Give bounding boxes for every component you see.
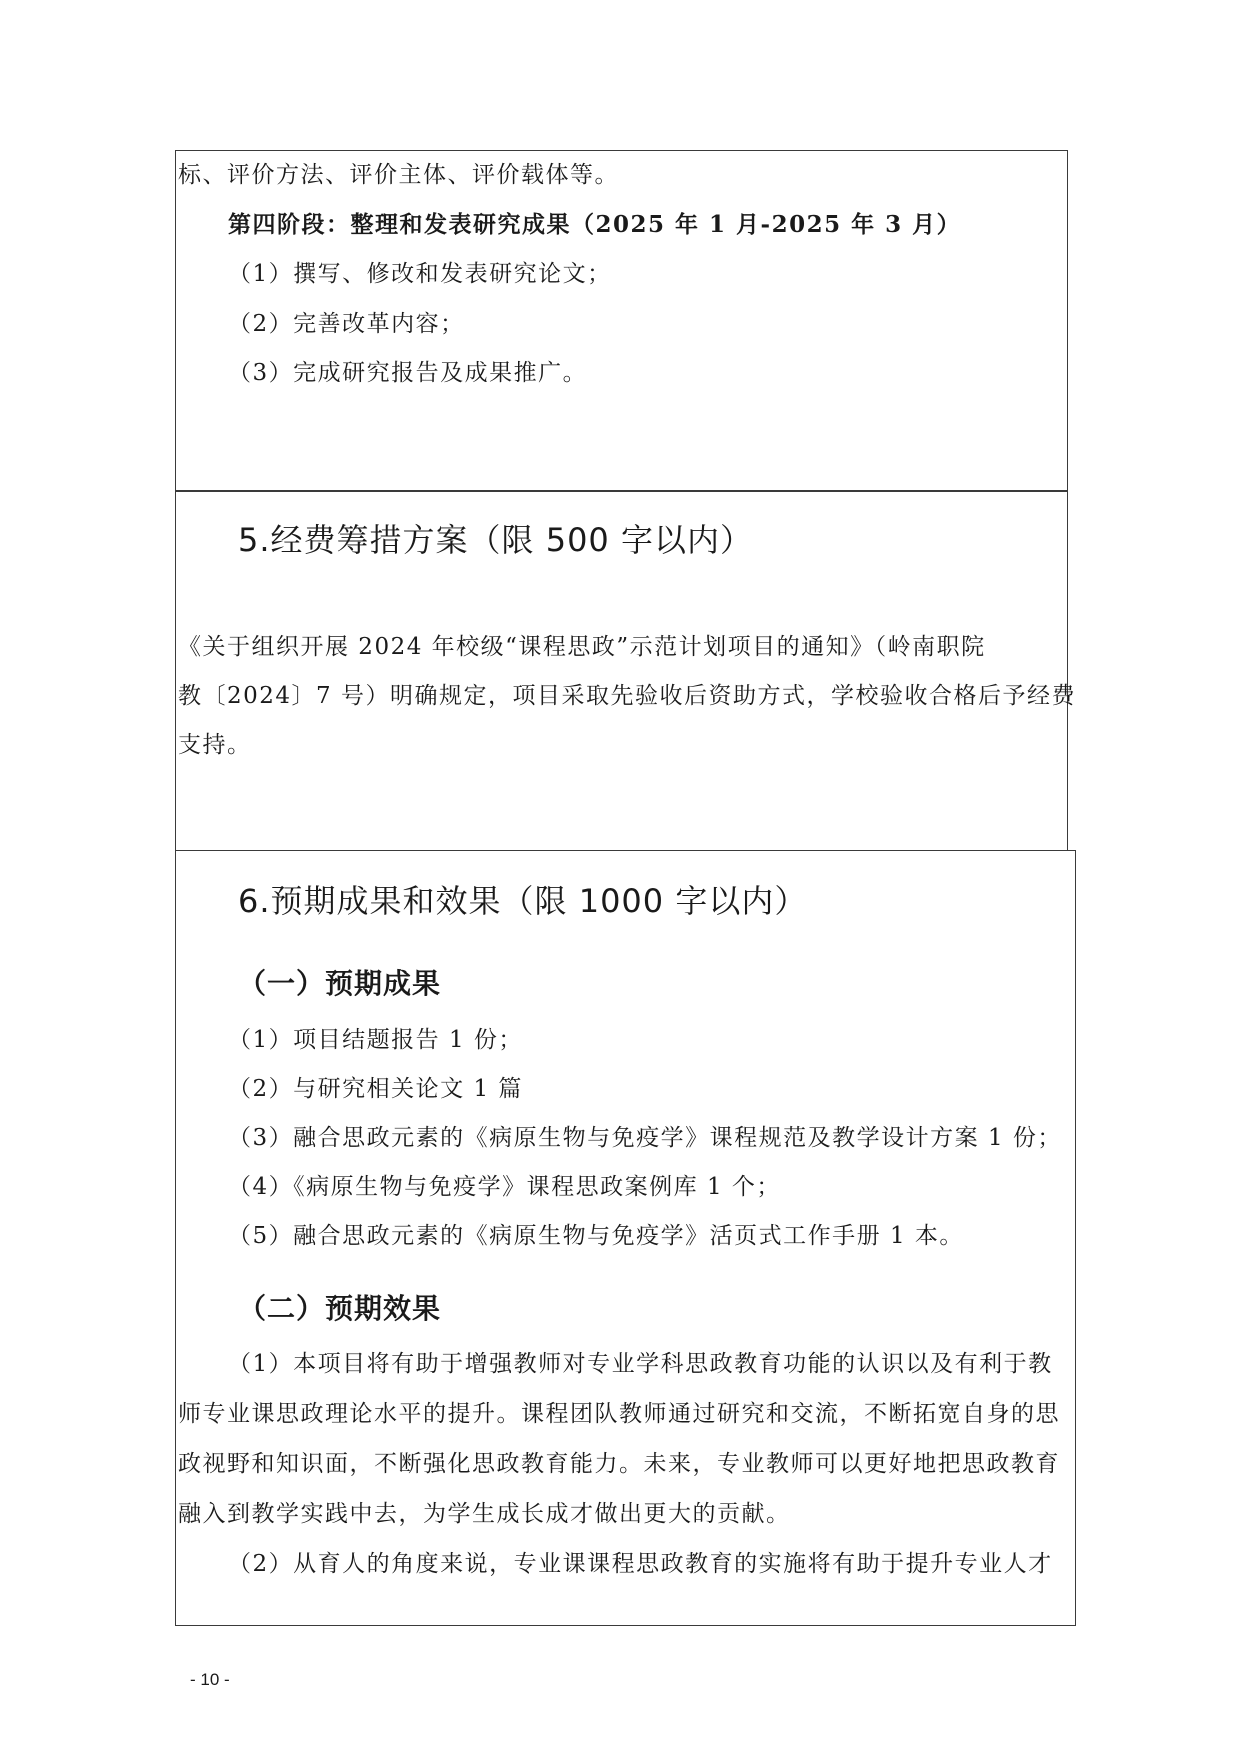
result-item: （3）融合思政元素的《病原生物与免疫学》课程规范及教学设计方案 1 份； — [228, 1125, 1062, 1151]
result-item: （5）融合思政元素的《病原生物与免疫学》活页式工作手册 1 本。 — [228, 1223, 964, 1249]
effect-paragraph-line: （2）从育人的角度来说，专业课课程思政教育的实施将有助于提升专业人才 — [228, 1551, 1053, 1577]
expected-results-subheading: （一）预期成果 — [238, 967, 442, 1000]
section5-paragraph-line: 教〔2024〕7 号）明确规定，项目采取先验收后资助方式，学校验收合格后予经费 — [178, 683, 1076, 709]
section6-heading: 6.预期成果和效果（限 1000 字以内） — [238, 882, 808, 920]
result-item: （4）《病原生物与免疫学》课程思政案例库 1 个； — [228, 1174, 781, 1200]
section5-paragraph-line: 支持。 — [178, 732, 252, 758]
stage4-item: （2）完善改革内容； — [228, 311, 465, 337]
effect-paragraph-line: 师专业课思政理论水平的提升。课程团队教师通过研究和交流，不断拓宽自身的思 — [178, 1401, 1060, 1427]
result-item: （2）与研究相关论文 1 篇 — [228, 1076, 523, 1102]
page-number: - 10 - — [190, 1670, 230, 1689]
section4-continuation: 标、评价方法、评价主体、评价载体等。 — [178, 162, 619, 188]
stage4-item: （3）完成研究报告及成果推广。 — [228, 360, 588, 386]
result-item: （1）项目结题报告 1 份； — [228, 1027, 523, 1053]
expected-effects-subheading: （二）预期效果 — [238, 1292, 442, 1325]
effect-paragraph-line: 融入到教学实践中去，为学生成长成才做出更大的贡献。 — [178, 1501, 791, 1527]
stage4-title: 第四阶段：整理和发表研究成果（2025 年 1 月-2025 年 3 月） — [228, 211, 962, 238]
stage4-item: （1）撰写、修改和发表研究论文； — [228, 261, 612, 287]
section5-paragraph-line: 《关于组织开展 2024 年校级“课程思政”示范计划项目的通知》（岭南职院 — [178, 634, 986, 660]
effect-paragraph-line: （1）本项目将有助于增强教师对专业学科思政教育功能的认识以及有利于教 — [228, 1351, 1053, 1377]
effect-paragraph-line: 政视野和知识面，不断强化思政教育能力。未来，专业教师可以更好地把思政教育 — [178, 1451, 1060, 1477]
section5-heading: 5.经费筹措方案（限 500 字以内） — [238, 521, 753, 559]
